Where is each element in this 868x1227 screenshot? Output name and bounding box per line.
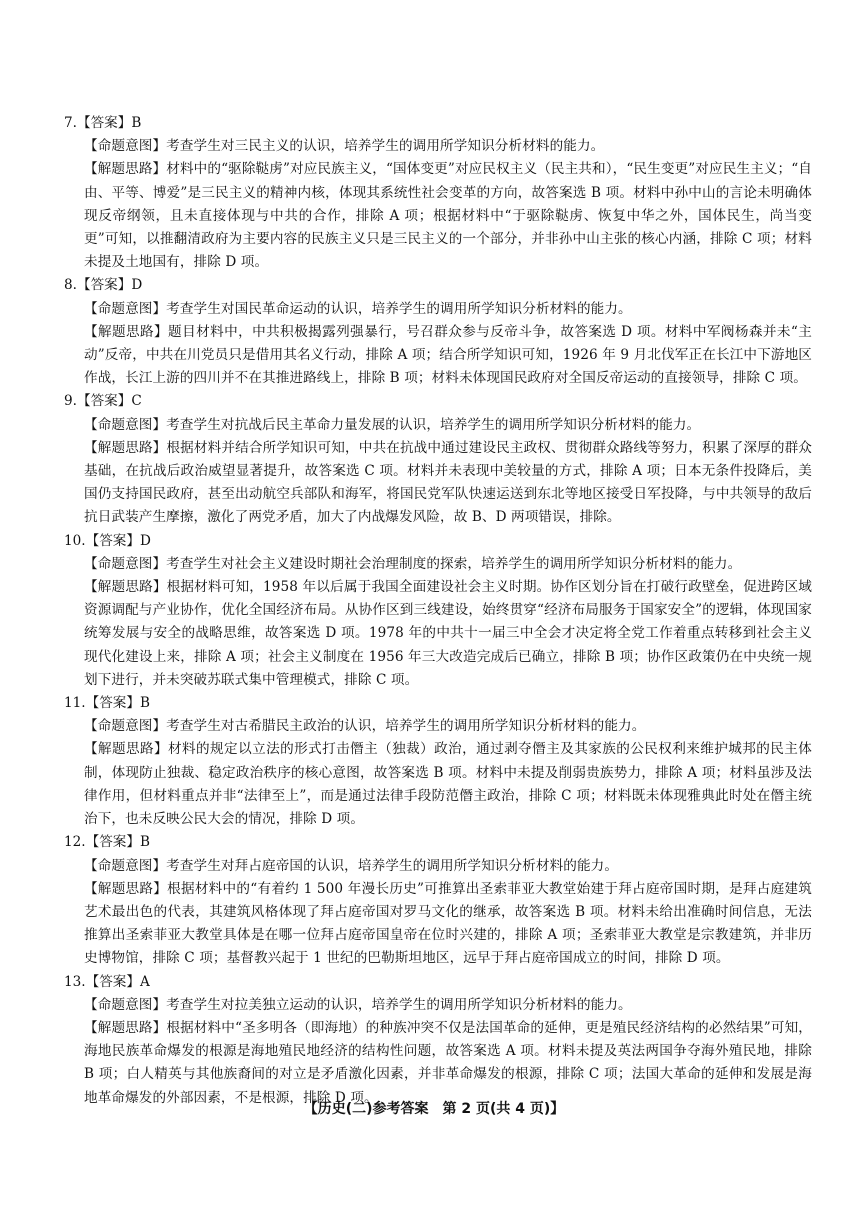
question-12 bbox=[64, 831, 812, 970]
question-11 bbox=[64, 692, 812, 831]
intent-paragraph: 【命题意图】考查学生对拜占庭帝国的认识，培养学生的调用所学知识分析材料的能力。 bbox=[84, 857, 619, 874]
question-7 bbox=[64, 112, 812, 274]
analysis-paragraph: 【解题思路】题目材料中，中共积极揭露列强暴行，号召群众参与反帝斗争，故答案选 D 项。材料中军阀杨森并未“主动”反帝，中共在川党员只是借用其名义行动，排除 A 项；结合所学知识可知，1926 年 9 月北伐军正在长江中下游地区作战，长江上游的四川并不在其推进路线上，排除 B 项；材料未体现国民政府对全国反帝运动的直接领导，排除 C 项。 bbox=[84, 323, 812, 387]
answer-content bbox=[64, 112, 812, 1110]
analysis-paragraph: 【解题思路】根据材料并结合所学知识可知，中共在抗战中通过建设民主政权、贯彻群众路线等努力，积累了深厚的群众基础，在抗战后政治威望显著提升，故答案选 C 项。材料并未表现中美较量的方式，排除 A 项；日本无条件投降后，美国仍支持国民政府，甚至出动航空兵部队和海军，将国民党军队快速运送到东北等地区接受日军投降，与中共领导的敌后抗日武装产生摩擦，激化了两党矛盾，加大了内战爆发风险，故 B、D 两项错误，排除。 bbox=[84, 439, 812, 526]
question-10 bbox=[64, 530, 812, 692]
intent-paragraph: 【命题意图】考查学生对抗战后民主革命力量发展的认识，培养学生的调用所学知识分析材料的能力。 bbox=[84, 416, 701, 433]
analysis-paragraph: 【解题思路】根据材料中“圣多明各（即海地）的种族冲突不仅是法国革命的延伸，更是殖民经济结构的必然结果”可知，海地民族革命爆发的根源是海地殖民地经济的结构性问题，故答案选 A 项。材料未提及英法两国争夺海外殖民地，排除 B 项；白人精英与其他族裔间的对立是矛盾激化因素，并非革命爆发的根源，排除 C 项；法国大革命的延伸和发展是海地革命爆发的外部因素，不是根源，排除 D 项。 bbox=[84, 1019, 812, 1106]
analysis-paragraph: 【解题思路】根据材料可知，1958 年以后属于我国全面建设社会主义时期。协作区划分旨在打破行政壁垒，促进跨区域资源调配与产业协作，优化全国经济布局。从协作区到三线建设，始终贯穿“经济布局服务于国家安全”的逻辑，体现国家统筹发展与安全的战略思维，故答案选 D 项。1978 年的中共十一届三中全会才决定将全党工作着重点转移到社会主义现代化建设上来，排除 A 项；社会主义制度在 1956 年三大改造完成后已确立，排除 B 项；协作区政策仍在中央统一规划下进行，并未突破苏联式集中管理模式，排除 C 项。 bbox=[84, 579, 812, 688]
answer-heading: 12.【答案】B bbox=[64, 834, 150, 851]
intent-paragraph: 【命题意图】考查学生对三民主义的认识，培养学生的调用所学知识分析材料的能力。 bbox=[84, 138, 605, 155]
intent-paragraph: 【命题意图】考查学生对古希腊民主政治的认识，培养学生的调用所学知识分析材料的能力。 bbox=[84, 718, 646, 735]
answer-heading: 7.【答案】B bbox=[64, 115, 142, 131]
analysis-paragraph: 【解题思路】材料中的“驱除鞑虏”对应民族主义，“国体变更”对应民权主义（民主共和），“民生变更”对应民生主义；“自由、平等、博爱”是三民主义的精神内核，体现其系统性社会变革的方向，故答案选 B 项。材料中孙中山的言论未明确体现反帝纲领，且未直接体现与中共的合作，排除 A 项；根据材料中“于驱除鞑虏、恢复中华之外，国体民生，尚当变更”可知，以推翻清政府为主要内容的民族主义只是三民主义的一个部分，并非孙中山主张的核心内涵，排除 C 项；材料未提及土地国有，排除 D 项。 bbox=[84, 161, 812, 271]
intent-paragraph: 【命题意图】考查学生对拉美独立运动的认识，培养学生的调用所学知识分析材料的能力。 bbox=[84, 996, 632, 1013]
analysis-paragraph: 【解题思路】材料的规定以立法的形式打击僭主（独裁）政治，通过剥夺僭主及其家族的公民权利来维护城邦的民主体制，体现防止独裁、稳定政治秩序的核心意图，故答案选 B 项。材料中未提及削弱贵族势力，排除 A 项；材料虽涉及法律作用，但材料重点并非“法律至上”，而是通过法律手段防范僭主政治，排除 C 项；材料既未体现雅典此时处在僭主统治下，也未反映公民大会的情况，排除 D 项。 bbox=[84, 741, 812, 828]
question-9 bbox=[64, 390, 812, 529]
answer-heading: 13.【答案】A bbox=[64, 973, 150, 990]
question-13 bbox=[64, 971, 812, 1110]
answer-heading: 10.【答案】D bbox=[64, 532, 151, 549]
page-footer: 【历史(二)参考答案 第 2 页(共 4 页)】 bbox=[303, 1101, 565, 1117]
answer-heading: 8.【答案】D bbox=[64, 277, 143, 294]
analysis-paragraph: 【解题思路】根据材料中的“有着约 1 500 年漫长历史”可推算出圣索菲亚大教堂始建于拜占庭帝国时期，是拜占庭建筑艺术最出色的代表，其建筑风格体现了拜占庭帝国对罗马文化的继承，故答案选 B 项。材料未给出准确时间信息，无法推算出圣索菲亚大教堂具体是在哪一位拜占庭帝国皇帝在位时兴建的，排除 A 项；圣索菲亚大教堂是宗教建筑，并非历史博物馆，排除 C 项；基督教兴起于 1 世纪的巴勒斯坦地区，远早于拜占庭帝国成立的时间，排除 D 项。 bbox=[84, 880, 812, 967]
answer-heading: 11.【答案】B bbox=[64, 695, 150, 712]
intent-paragraph: 【命题意图】考查学生对社会主义建设时期社会治理制度的探索，培养学生的调用所学知识分析材料的能力。 bbox=[84, 555, 742, 572]
question-8 bbox=[64, 274, 812, 390]
answer-heading: 9.【答案】C bbox=[64, 393, 142, 410]
intent-paragraph: 【命题意图】考查学生对国民革命运动的认识，培养学生的调用所学知识分析材料的能力。 bbox=[84, 300, 632, 317]
